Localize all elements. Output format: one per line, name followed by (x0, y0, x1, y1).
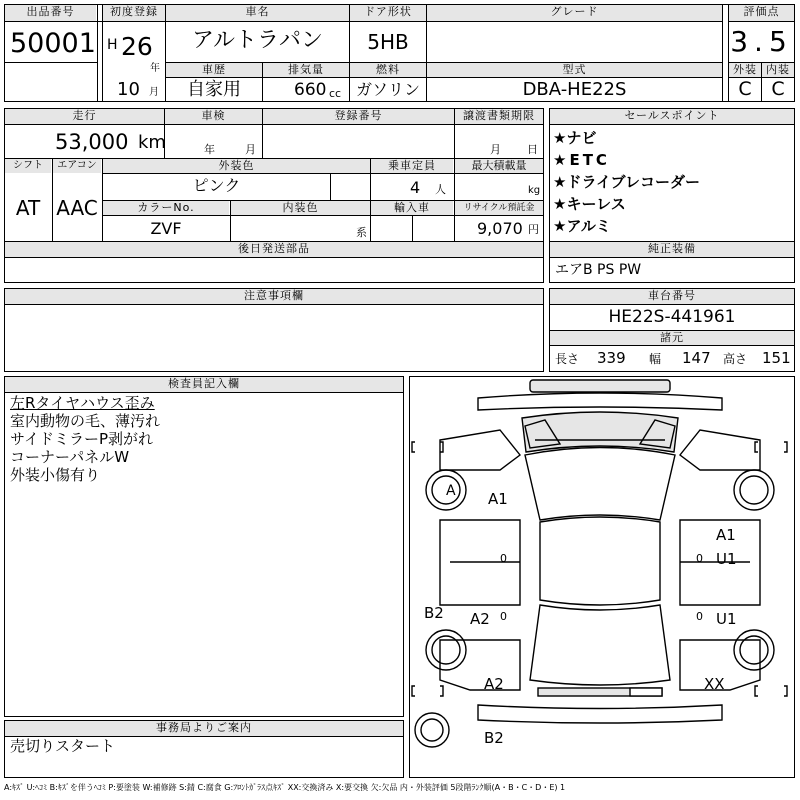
car-name: アルトラパン (191, 28, 324, 53)
inspector-line: コーナーパネルW (10, 448, 130, 466)
displacement-label: 排気量 (263, 63, 349, 77)
capacity-label: 乗車定員 (371, 159, 453, 173)
displacement-unit: cc (329, 87, 342, 100)
mark-zero: 0 (696, 552, 703, 565)
ext-label: 外装 (729, 63, 761, 77)
max-load-unit: kg (528, 185, 541, 196)
year-unit: 年 (150, 63, 160, 74)
int-label: 内装 (762, 63, 794, 77)
mark-zero: 0 (500, 552, 507, 565)
mileage-unit: km (138, 132, 166, 153)
equipment-label: 純正装備 (550, 242, 794, 257)
score-label: 評価点 (729, 5, 794, 21)
fuel: ガソリン (355, 80, 420, 99)
fuel-label: 燃料 (350, 63, 426, 77)
later-parts-label: 後日発送部品 (5, 242, 543, 257)
mark-front-left: A1 (488, 490, 508, 508)
reg-no-label: 登録番号 (263, 109, 454, 124)
office-notice: 売切りスタート (10, 737, 116, 755)
office-label: 事務局よりご案内 (5, 721, 403, 736)
month-unit: 月 (149, 87, 159, 98)
color-no-label: カラーNo. (103, 201, 229, 215)
equipment: エアB PS PW (555, 262, 642, 278)
first-reg-label: 初度登録 (103, 5, 165, 21)
inspection-year-unit: 年 (204, 143, 215, 156)
car-name-label: 車名 (166, 5, 349, 21)
mark-right-front: A1 (716, 526, 736, 544)
inspector-line: 左Rタイヤハウス歪み (10, 394, 155, 412)
capacity: 4 (410, 178, 421, 197)
reg-year: 26 (121, 32, 153, 61)
displacement: 660 (294, 80, 327, 100)
import-label: 輸入車 (371, 201, 453, 215)
int-color-unit: 系 (356, 226, 367, 239)
mileage-label: 走行 (5, 109, 164, 124)
int-color-label: 内装色 (231, 201, 370, 215)
inspector-label: 検査員記入欄 (5, 377, 403, 392)
recycle-label: リサイクル預託金 (455, 201, 543, 215)
model-label: 型式 (427, 63, 722, 77)
model: DBA-HE22S (522, 79, 627, 100)
dims-label: 諸元 (550, 331, 794, 345)
mark-rear-left: A2 (484, 675, 504, 693)
legend: A:ｷｽﾞ U:ﾍｺﾐ B:ｷｽﾞを伴うﾍｺﾐ P:要塗装 W:補修跡 S:錆 C:腐食 G:ﾌﾛﾝﾄｶﾞﾗｽ点ｷｽﾞ XX:交換済み X:要交換 欠:欠品 内・外装評価 5段階ﾗﾝｸ順(A・B・C・D・E) 1 (4, 783, 566, 792)
mark-zero: 0 (500, 610, 507, 623)
reg-month: 10 (117, 79, 140, 100)
car-history: 自家用 (187, 79, 241, 100)
ext-grade: C (738, 78, 752, 100)
width-label: 幅 (649, 352, 662, 366)
inspector-line: 室内動物の毛、薄汚れ (10, 412, 161, 430)
width: 147 (682, 349, 711, 367)
transfer-day-unit: 日 (527, 143, 538, 156)
length-label: 長さ (555, 352, 580, 366)
notes-label: 注意事項欄 (5, 289, 543, 304)
color-no: ZVF (150, 219, 182, 238)
transfer-label: 譲渡書類期限 (455, 109, 543, 124)
chassis-no: HE22S-441961 (608, 307, 736, 327)
transfer-month-unit: 月 (490, 143, 501, 156)
mileage: 53,000 (55, 130, 129, 154)
ext-color-label: 外装色 (103, 159, 370, 173)
capacity-unit: 人 (435, 183, 446, 196)
recycle-unit: 円 (528, 223, 539, 236)
sales-point: ★ETC (553, 151, 610, 169)
shift: AT (15, 196, 41, 220)
inspection-label: 車検 (165, 109, 262, 124)
chassis-label: 車台番号 (550, 289, 794, 304)
height-label: 高さ (723, 352, 748, 366)
mark-right-rear: U1 (716, 610, 737, 628)
mark-rear-bumper: B2 (484, 729, 504, 747)
ac-label: エアコン (53, 159, 101, 173)
inspector-line: 外装小傷有り (10, 466, 101, 484)
shift-label: シフト (5, 159, 51, 173)
max-load-label: 最大積載量 (455, 159, 543, 173)
sales-label: セールスポイント (550, 109, 794, 124)
mark-lf-tire: A (446, 483, 456, 499)
lot-no-label: 出品番号 (5, 5, 96, 21)
mark-right-front2: U1 (716, 550, 737, 568)
ext-color: ピンク (192, 176, 241, 195)
ac: AAC (56, 196, 98, 220)
sales-point: ★アルミ (553, 217, 611, 235)
sales-point: ★ナビ (553, 129, 597, 147)
sales-point: ★キーレス (553, 195, 626, 213)
mark-left-b: B2 (424, 604, 444, 622)
score: 3.5 (730, 25, 793, 58)
recycle: 9,070 (477, 219, 523, 238)
height: 151 (762, 349, 791, 367)
int-grade: C (771, 78, 785, 100)
door-type: 5HB (367, 30, 409, 54)
mark-left-rear: A2 (470, 610, 490, 628)
inspector-line: サイドミラーP剥がれ (10, 430, 153, 448)
history-label: 車歴 (166, 63, 262, 77)
inspection-month-unit: 月 (245, 143, 256, 156)
door-label: ドア形状 (350, 5, 426, 21)
length: 339 (597, 349, 626, 367)
sales-point: ★ドライブレコーダー (553, 173, 700, 191)
mark-zero: 0 (696, 610, 703, 623)
grade-label: グレード (427, 5, 722, 21)
era: H (107, 37, 118, 53)
lot-no: 50001 (10, 28, 96, 59)
mark-rear-right: XX (704, 675, 725, 693)
